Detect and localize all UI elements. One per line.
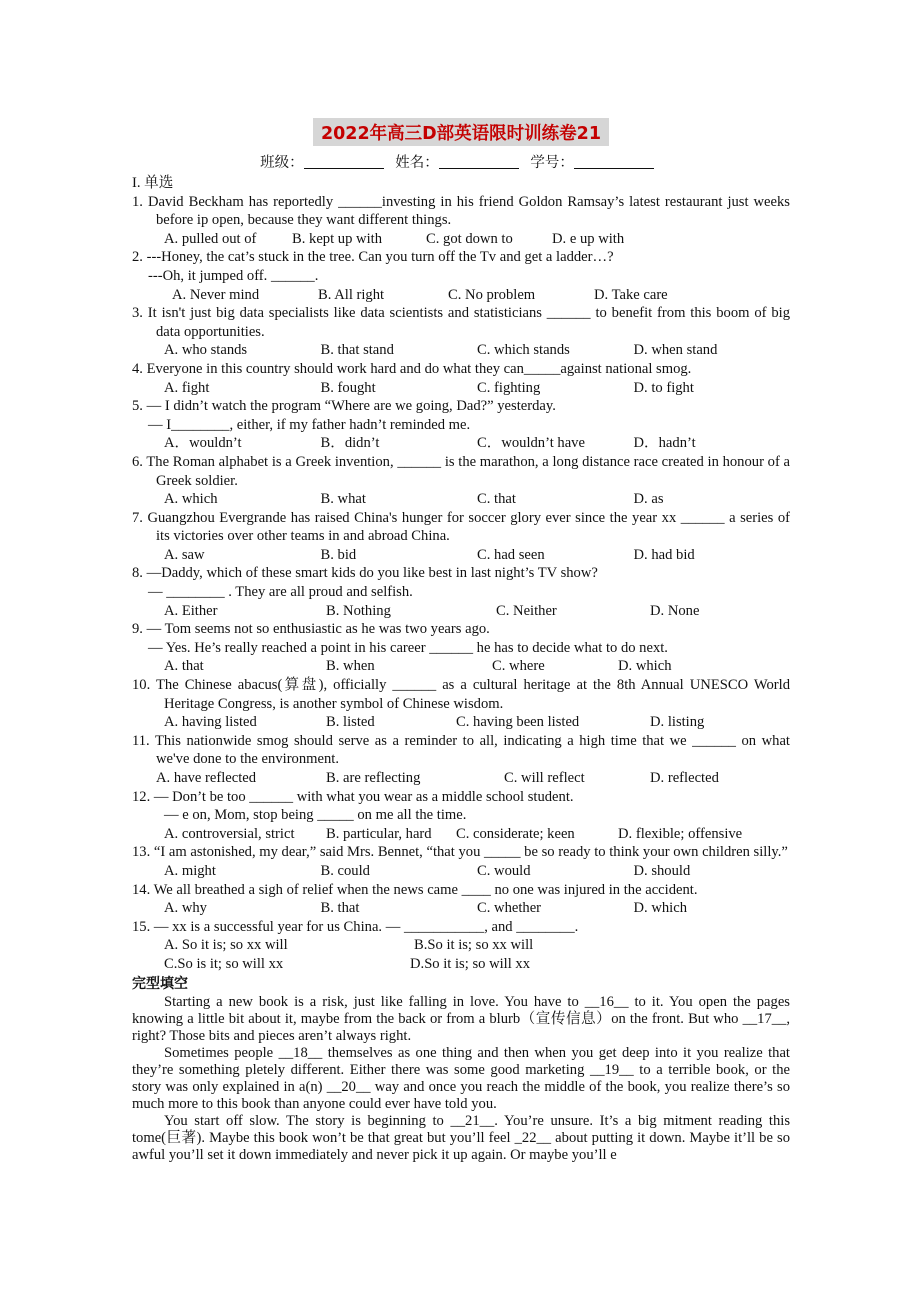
option-a: A. why bbox=[164, 900, 207, 917]
options bbox=[132, 230, 790, 249]
option-d: D. flexible; offensive bbox=[618, 825, 743, 842]
option-a: A. having listed bbox=[164, 714, 257, 731]
options bbox=[132, 602, 790, 621]
id-blank bbox=[574, 154, 654, 169]
option-c: C. which stands bbox=[477, 342, 570, 359]
option-b: B. are reflecting bbox=[326, 770, 421, 786]
cloze-paragraph-3: You start off slow. The story is beginning to __21__. You’re unsure. It’s a big mitment reading this tome(巨著). Maybe this book won’t be that great but you’ll feel _22__ about putting it down. Maybe it’ll be so awful you’ll set it down immediately and never pick it up again. Or maybe you’ll e bbox=[132, 1112, 790, 1163]
name-blank bbox=[439, 154, 519, 169]
options bbox=[132, 899, 790, 918]
option-d: D. None bbox=[650, 602, 700, 619]
question-11 bbox=[132, 732, 790, 788]
question-6 bbox=[132, 453, 790, 509]
option-b: B. when bbox=[326, 658, 375, 675]
question-14 bbox=[132, 881, 790, 918]
option-a: A. have reflected bbox=[156, 770, 257, 786]
option-c: C. Neither bbox=[496, 602, 557, 619]
options bbox=[132, 657, 790, 676]
option-d: D. Take care bbox=[594, 286, 668, 303]
question-stem: 9. — Tom seems not so enthusiastic as he was two years ago. bbox=[132, 621, 490, 638]
option-b: B. could bbox=[320, 862, 370, 879]
question-stem: 4. Everyone in this country should work hard and do what they can_____against national smog. bbox=[132, 360, 692, 377]
options bbox=[132, 341, 790, 360]
options bbox=[132, 286, 790, 305]
question-stem: 15. — xx is a successful year for us China. — ___________, and ________. bbox=[132, 918, 579, 935]
option-d: D. should bbox=[633, 862, 691, 879]
options-row-2 bbox=[132, 955, 790, 974]
option-b: B. fought bbox=[320, 379, 376, 396]
option-b: B. what bbox=[320, 491, 366, 508]
option-c: C. will reflect bbox=[504, 770, 585, 786]
option-b: B. bid bbox=[320, 546, 357, 563]
option-c: C. whether bbox=[477, 900, 542, 917]
options bbox=[132, 379, 790, 398]
question-reply: — ________ . They are all proud and selfish. bbox=[148, 584, 413, 601]
option-b: B. Nothing bbox=[326, 602, 391, 619]
option-d: D. which bbox=[618, 658, 672, 675]
question-reply: — e on, Mom, stop being _____ on me all the time. bbox=[164, 807, 467, 824]
question-5 bbox=[132, 397, 790, 453]
option-c: C. got down to bbox=[426, 230, 513, 247]
question-8 bbox=[132, 564, 790, 620]
question-reply: — Yes. He’s really reached a point in his career ______ he has to decide what to do next. bbox=[148, 639, 668, 656]
question-1 bbox=[132, 193, 790, 249]
option-b: B. kept up with bbox=[292, 230, 382, 247]
option-d: D．hadn’t bbox=[633, 435, 696, 452]
option-c: C. No problem bbox=[448, 286, 536, 303]
question-12 bbox=[132, 788, 790, 844]
option-b: B. listed bbox=[326, 714, 375, 731]
option-b: B. that bbox=[320, 900, 360, 917]
options bbox=[132, 769, 790, 788]
option-c: C. where bbox=[492, 658, 545, 675]
option-a: A．wouldn’t bbox=[164, 435, 242, 452]
option-c: C. fighting bbox=[477, 379, 541, 396]
option-c: C. considerate; keen bbox=[456, 825, 575, 842]
option-c: C．wouldn’t have bbox=[477, 435, 585, 452]
options bbox=[132, 825, 790, 844]
option-a: A. pulled out of bbox=[164, 230, 257, 247]
option-b: B. particular, hard bbox=[326, 825, 432, 842]
question-stem: 10. The Chinese abacus(算盘), officially ______ as a cultural heritage at the 8th Annual UNESCO World Heritage Congress, is another symbol of Chinese wisdom. bbox=[132, 677, 790, 712]
option-a: A. Never mind bbox=[172, 286, 260, 303]
question-stem: 14. We all breathed a sigh of relief when the news came ____ no one was injured in the accident. bbox=[132, 881, 698, 898]
options-row-1 bbox=[132, 936, 790, 955]
question-2 bbox=[132, 248, 790, 304]
student-info bbox=[132, 152, 790, 174]
option-d: D. as bbox=[633, 491, 664, 508]
class-blank bbox=[304, 154, 384, 169]
options bbox=[132, 546, 790, 565]
option-c: C.So is it; so will xx bbox=[164, 955, 284, 972]
question-stem: 11. This nationwide smog should serve as a reminder to all, indicating a high time that we ______ on what we've done to the environment. bbox=[132, 732, 790, 768]
option-d: D. when stand bbox=[633, 342, 718, 359]
question-stem: 2. ---Honey, the cat’s stuck in the tree. Can you turn off the Tv and get a ladder…? bbox=[132, 249, 614, 266]
question-10 bbox=[132, 676, 790, 732]
option-b: B. All right bbox=[318, 286, 385, 303]
cloze-paragraph-2: Sometimes people __18__ themselves as one thing and then when you get deep into it you realize that they’re something pletely different. Either there was some good marketing __19__ to a terrible book, or the story was only explained in a(n) __20__ way and once you reach the middle of the book, you realize there’s so much more to this book than anyone could ever have told you. bbox=[132, 1044, 790, 1112]
option-b: B. that stand bbox=[320, 342, 394, 359]
option-c: C. having been listed bbox=[456, 714, 580, 731]
question-stem: 7. Guangzhou Evergrande has raised China's hunger for soccer glory ever since the year xx ______ a series of its victories over other teams in and abroad China. bbox=[132, 509, 790, 545]
question-stem: 3. It isn't just big data specialists like data scientists and statisticians ______ to benefit from this boom of big data opportunities. bbox=[132, 305, 790, 340]
option-c: C. that bbox=[477, 491, 516, 508]
question-stem: 5. — I didn’t watch the program “Where are we going, Dad?” yesterday. bbox=[132, 398, 556, 415]
option-b: B.So it is; so xx will bbox=[414, 937, 534, 954]
name-label: 姓名： bbox=[395, 155, 439, 171]
question-reply: ---Oh, it jumped off. ______. bbox=[148, 267, 319, 284]
question-13 bbox=[132, 843, 790, 880]
option-b: B．didn’t bbox=[320, 435, 380, 452]
class-label: 班级： bbox=[260, 155, 304, 171]
option-a: A. So it is; so xx will bbox=[164, 937, 288, 954]
options bbox=[132, 434, 790, 453]
option-a: A. controversial, strict bbox=[164, 825, 295, 842]
question-3 bbox=[132, 304, 790, 360]
option-a: A. who stands bbox=[164, 342, 248, 359]
option-d: D. listing bbox=[650, 714, 705, 731]
question-reply: — I________, either, if my father hadn’t reminded me. bbox=[148, 416, 471, 433]
option-d: D.So it is; so will xx bbox=[410, 955, 531, 972]
option-a: A. saw bbox=[164, 546, 205, 563]
title-wrap bbox=[132, 118, 790, 146]
question-stem: 13. “I am astonished, my dear,” said Mrs. Bennet, “that you _____ be so ready to think your own children silly.” bbox=[132, 844, 788, 861]
question-stem: 12. — Don’t be too ______ with what you wear as a middle school student. bbox=[132, 788, 574, 805]
option-d: D. which bbox=[633, 900, 688, 917]
option-c: C. would bbox=[477, 862, 531, 879]
question-7 bbox=[132, 509, 790, 565]
question-stem: 6. The Roman alphabet is a Greek invention, ______ is the marathon, a long distance race created in honour of a Greek soldier. bbox=[132, 453, 790, 489]
option-d: D. had bid bbox=[633, 546, 695, 563]
page-title: 2022年高三D部英语限时训练卷21 bbox=[313, 118, 609, 146]
id-label: 学号： bbox=[530, 155, 574, 171]
question-15 bbox=[132, 918, 790, 974]
options bbox=[132, 490, 790, 509]
question-9 bbox=[132, 620, 790, 676]
options bbox=[132, 862, 790, 881]
option-d: D. e up with bbox=[552, 230, 625, 247]
option-a: A. might bbox=[164, 862, 216, 879]
cloze-paragraph-1: Starting a new book is a risk, just like falling in love. You have to __16__ to it. You open the pages knowing a little bit about it, maybe from the back or from a blurb（宣传信息）on the front. But who __17__, right? Those bits and pieces aren’t always right. bbox=[132, 993, 790, 1044]
option-a: A. fight bbox=[164, 379, 210, 396]
section-heading-cloze: 完型填空 bbox=[132, 975, 188, 992]
options bbox=[132, 713, 790, 732]
question-4 bbox=[132, 360, 790, 397]
section-heading-choice: I. 单选 bbox=[132, 175, 174, 191]
worksheet-page bbox=[132, 118, 790, 1164]
question-stem: 1. David Beckham has reportedly ______investing in his friend Goldon Ramsay’s latest restaurant just weeks before ip open, because they want different things. bbox=[132, 193, 790, 229]
option-c: C. had seen bbox=[477, 546, 545, 563]
option-d: D. reflected bbox=[650, 770, 719, 786]
option-a: A. Either bbox=[164, 602, 218, 619]
option-d: D. to fight bbox=[633, 379, 694, 396]
option-a: A. which bbox=[164, 491, 218, 508]
option-a: A. that bbox=[164, 658, 204, 675]
question-stem: 8. —Daddy, which of these smart kids do you like best in last night’s TV show? bbox=[132, 565, 598, 582]
